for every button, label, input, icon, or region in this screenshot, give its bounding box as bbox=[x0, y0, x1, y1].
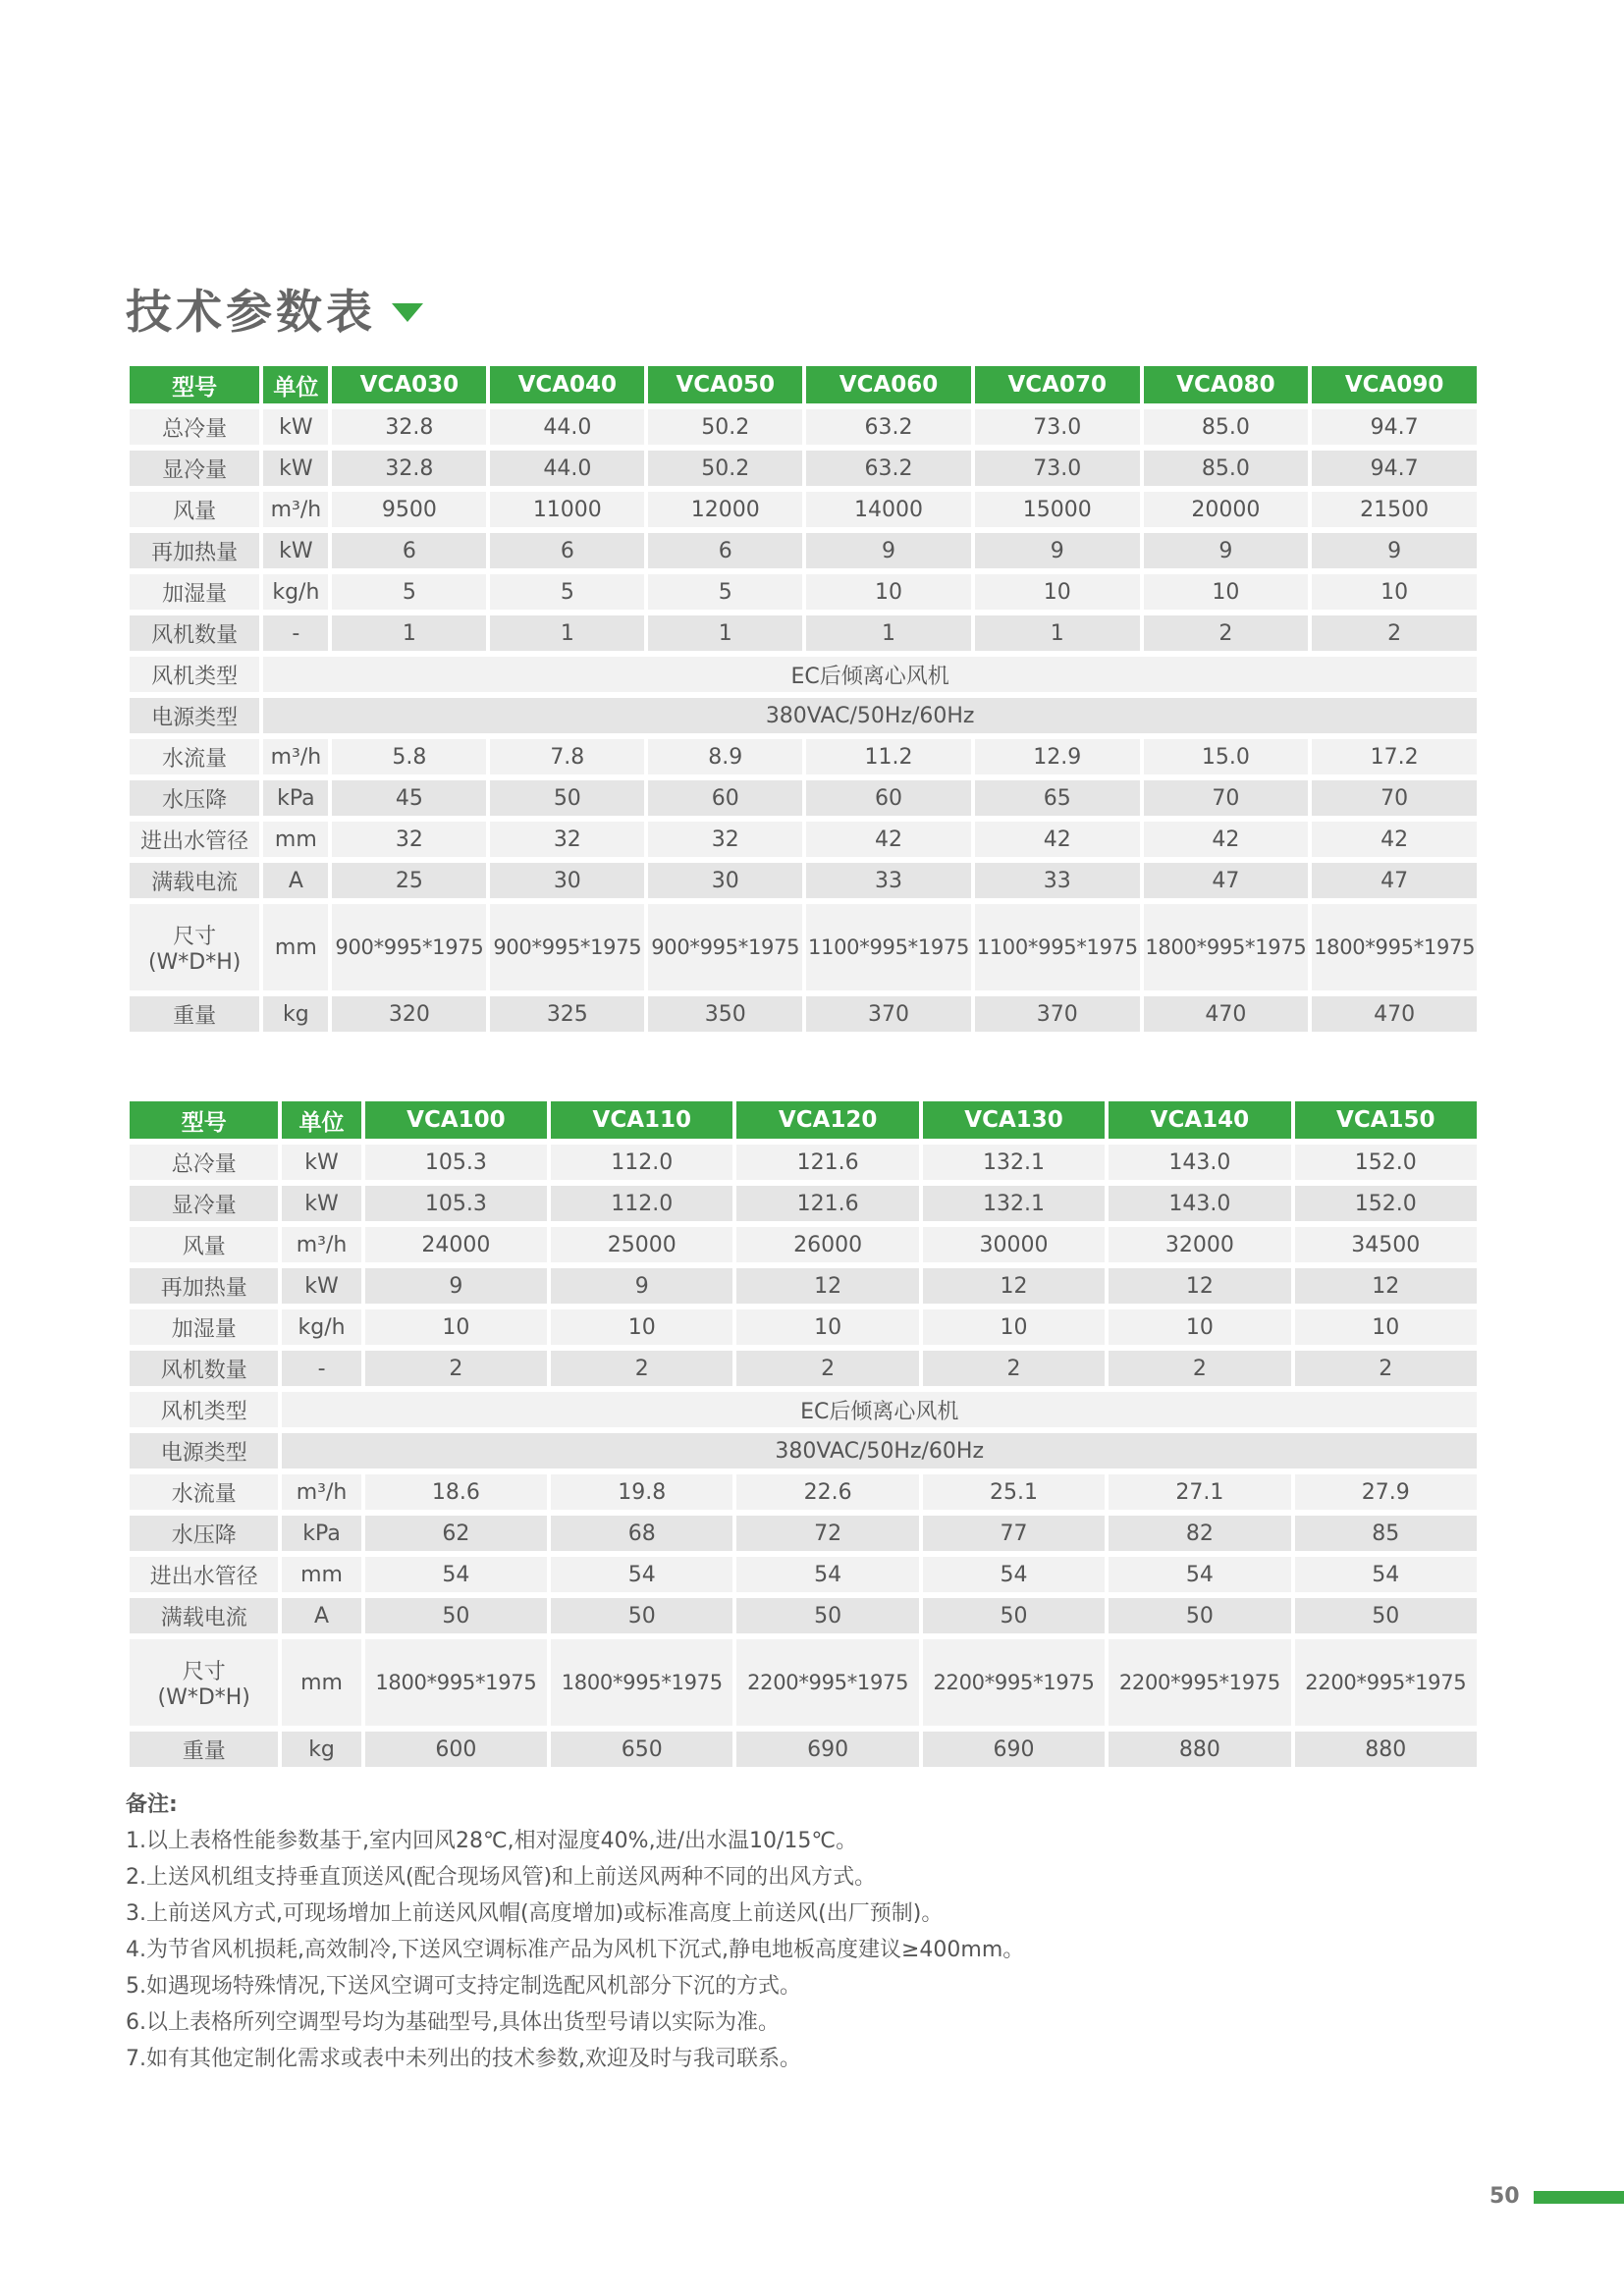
table-row bbox=[130, 451, 1477, 486]
value-cell: 1 bbox=[490, 615, 644, 651]
value-cell: 1100*995*1975 bbox=[806, 904, 971, 990]
value-cell: 7.8 bbox=[490, 739, 644, 774]
header-cell: 型号 bbox=[130, 1101, 278, 1139]
table-row bbox=[130, 1639, 1477, 1726]
value-cell: 50 bbox=[551, 1598, 732, 1633]
row-label-line2: (W*D*H) bbox=[157, 1685, 250, 1710]
triangle-down-icon bbox=[392, 303, 423, 322]
model-header-cell: VCA150 bbox=[1295, 1101, 1477, 1139]
value-cell: 9 bbox=[551, 1268, 732, 1304]
value-cell: 9 bbox=[806, 533, 971, 568]
row-label: 进出水管径 bbox=[130, 822, 259, 857]
value-cell: 26000 bbox=[736, 1227, 918, 1262]
value-cell: 880 bbox=[1295, 1732, 1477, 1767]
value-cell: 880 bbox=[1109, 1732, 1290, 1767]
value-cell: 112.0 bbox=[551, 1145, 732, 1180]
value-cell: 50 bbox=[1109, 1598, 1290, 1633]
value-cell: 325 bbox=[490, 996, 644, 1032]
row-label: 加湿量 bbox=[130, 1309, 278, 1345]
value-cell: 54 bbox=[923, 1557, 1105, 1592]
value-cell: 9 bbox=[975, 533, 1140, 568]
value-cell: 50 bbox=[490, 780, 644, 816]
value-cell: 54 bbox=[1295, 1557, 1477, 1592]
value-cell: 25000 bbox=[551, 1227, 732, 1262]
unit-cell: mm bbox=[263, 904, 328, 990]
value-cell: 73.0 bbox=[975, 451, 1140, 486]
model-header-cell: VCA120 bbox=[736, 1101, 918, 1139]
value-cell: 32.8 bbox=[332, 451, 486, 486]
unit-cell: kPa bbox=[263, 780, 328, 816]
value-cell: 17.2 bbox=[1312, 739, 1477, 774]
value-cell: 63.2 bbox=[806, 451, 971, 486]
value-cell: 44.0 bbox=[490, 451, 644, 486]
row-label: 满载电流 bbox=[130, 1598, 278, 1633]
unit-cell: kW bbox=[263, 533, 328, 568]
value-cell: 10 bbox=[1312, 574, 1477, 610]
value-cell: 32 bbox=[332, 822, 486, 857]
value-cell: 105.3 bbox=[365, 1186, 547, 1221]
value-cell: 2 bbox=[923, 1351, 1105, 1386]
merged-value-cell: EC后倾离心风机 bbox=[282, 1392, 1477, 1427]
value-cell: 143.0 bbox=[1109, 1145, 1290, 1180]
value-cell: 900*995*1975 bbox=[648, 904, 802, 990]
model-header-cell: VCA040 bbox=[490, 366, 644, 403]
row-label: 水压降 bbox=[130, 780, 259, 816]
value-cell: 112.0 bbox=[551, 1186, 732, 1221]
value-cell: 10 bbox=[806, 574, 971, 610]
unit-cell: kW bbox=[282, 1145, 360, 1180]
value-cell: 2 bbox=[365, 1351, 547, 1386]
value-cell: 54 bbox=[551, 1557, 732, 1592]
value-cell: 2200*995*1975 bbox=[1295, 1639, 1477, 1726]
value-cell: 85 bbox=[1295, 1516, 1477, 1551]
row-label: 满载电流 bbox=[130, 863, 259, 898]
row-label: 风机类型 bbox=[130, 1392, 278, 1427]
row-label: 加湿量 bbox=[130, 574, 259, 610]
value-cell: 132.1 bbox=[923, 1145, 1105, 1180]
row-label bbox=[130, 904, 259, 990]
value-cell: 50.2 bbox=[648, 409, 802, 445]
value-cell: 32 bbox=[648, 822, 802, 857]
value-cell: 50 bbox=[365, 1598, 547, 1633]
row-label: 显冷量 bbox=[130, 451, 259, 486]
value-cell: 18.6 bbox=[365, 1474, 547, 1510]
table-row bbox=[130, 1433, 1477, 1468]
row-label: 重量 bbox=[130, 1732, 278, 1767]
page-title-text: 技术参数表 bbox=[126, 285, 376, 340]
value-cell: 27.9 bbox=[1295, 1474, 1477, 1510]
value-cell: 27.1 bbox=[1109, 1474, 1290, 1510]
value-cell: 1800*995*1975 bbox=[551, 1639, 732, 1726]
table-row bbox=[130, 739, 1477, 774]
value-cell: 63.2 bbox=[806, 409, 971, 445]
value-cell: 900*995*1975 bbox=[332, 904, 486, 990]
unit-cell: kW bbox=[263, 451, 328, 486]
value-cell: 10 bbox=[365, 1309, 547, 1345]
header-cell: 单位 bbox=[263, 366, 328, 403]
unit-cell: kg bbox=[282, 1732, 360, 1767]
value-cell: 72 bbox=[736, 1516, 918, 1551]
value-cell: 68 bbox=[551, 1516, 732, 1551]
value-cell: 690 bbox=[923, 1732, 1105, 1767]
unit-cell: kg/h bbox=[263, 574, 328, 610]
value-cell: 121.6 bbox=[736, 1145, 918, 1180]
value-cell: 10 bbox=[1109, 1309, 1290, 1345]
row-label bbox=[130, 1639, 278, 1726]
value-cell: 15.0 bbox=[1144, 739, 1309, 774]
notes-item: 5.如遇现场特殊情况,下送风空调可支持定制选配风机部分下沉的方式。 bbox=[126, 1974, 801, 1999]
value-cell: 8.9 bbox=[648, 739, 802, 774]
value-cell: 65 bbox=[975, 780, 1140, 816]
value-cell: 2200*995*1975 bbox=[736, 1639, 918, 1726]
value-cell: 19.8 bbox=[551, 1474, 732, 1510]
model-header-cell: VCA090 bbox=[1312, 366, 1477, 403]
table-row bbox=[130, 996, 1477, 1032]
row-label: 水流量 bbox=[130, 1474, 278, 1510]
value-cell: 54 bbox=[1109, 1557, 1290, 1592]
value-cell: 5 bbox=[490, 574, 644, 610]
value-cell: 85.0 bbox=[1144, 409, 1309, 445]
table-row bbox=[130, 698, 1477, 733]
table-row bbox=[130, 904, 1477, 990]
value-cell: 9500 bbox=[332, 492, 486, 527]
value-cell: 22.6 bbox=[736, 1474, 918, 1510]
table-row bbox=[130, 615, 1477, 651]
unit-cell: A bbox=[263, 863, 328, 898]
notes-item: 6.以上表格所列空调型号均为基础型号,具体出货型号请以实际为准。 bbox=[126, 2010, 780, 2035]
table-row bbox=[130, 1516, 1477, 1551]
model-header-cell: VCA070 bbox=[975, 366, 1140, 403]
table-row bbox=[130, 409, 1477, 445]
unit-cell: A bbox=[282, 1598, 360, 1633]
value-cell: 1800*995*1975 bbox=[1312, 904, 1477, 990]
notes-heading: 备注: bbox=[126, 1792, 178, 1817]
row-label: 显冷量 bbox=[130, 1186, 278, 1221]
table-row bbox=[130, 1309, 1477, 1345]
row-label: 总冷量 bbox=[130, 409, 259, 445]
value-cell: 10 bbox=[551, 1309, 732, 1345]
value-cell: 82 bbox=[1109, 1516, 1290, 1551]
value-cell: 9 bbox=[365, 1268, 547, 1304]
unit-cell: kg bbox=[263, 996, 328, 1032]
value-cell: 2 bbox=[1312, 615, 1477, 651]
value-cell: 62 bbox=[365, 1516, 547, 1551]
unit-cell: m³/h bbox=[263, 739, 328, 774]
value-cell: 94.7 bbox=[1312, 451, 1477, 486]
table-row bbox=[130, 1557, 1477, 1592]
value-cell: 9 bbox=[1312, 533, 1477, 568]
value-cell: 690 bbox=[736, 1732, 918, 1767]
unit-cell: m³/h bbox=[282, 1227, 360, 1262]
value-cell: 42 bbox=[1144, 822, 1309, 857]
value-cell: 10 bbox=[1295, 1309, 1477, 1345]
value-cell: 30 bbox=[648, 863, 802, 898]
model-header-cell: VCA080 bbox=[1144, 366, 1309, 403]
value-cell: 5 bbox=[332, 574, 486, 610]
merged-value-cell: EC后倾离心风机 bbox=[263, 657, 1477, 692]
value-cell: 42 bbox=[1312, 822, 1477, 857]
value-cell: 2200*995*1975 bbox=[923, 1639, 1105, 1726]
value-cell: 54 bbox=[736, 1557, 918, 1592]
value-cell: 370 bbox=[975, 996, 1140, 1032]
table-row bbox=[130, 1268, 1477, 1304]
model-header-cell: VCA030 bbox=[332, 366, 486, 403]
value-cell: 5 bbox=[648, 574, 802, 610]
value-cell: 50.2 bbox=[648, 451, 802, 486]
row-label: 风机类型 bbox=[130, 657, 259, 692]
header-cell: 型号 bbox=[130, 366, 259, 403]
unit-cell: kW bbox=[282, 1186, 360, 1221]
value-cell: 33 bbox=[975, 863, 1140, 898]
value-cell: 44.0 bbox=[490, 409, 644, 445]
value-cell: 14000 bbox=[806, 492, 971, 527]
value-cell: 6 bbox=[332, 533, 486, 568]
value-cell: 50 bbox=[736, 1598, 918, 1633]
value-cell: 25.1 bbox=[923, 1474, 1105, 1510]
value-cell: 470 bbox=[1312, 996, 1477, 1032]
header-cell: 单位 bbox=[282, 1101, 360, 1139]
value-cell: 1800*995*1975 bbox=[365, 1639, 547, 1726]
unit-cell: mm bbox=[263, 822, 328, 857]
row-label: 风量 bbox=[130, 492, 259, 527]
value-cell: 1100*995*1975 bbox=[975, 904, 1140, 990]
value-cell: 1 bbox=[332, 615, 486, 651]
value-cell: 12.9 bbox=[975, 739, 1140, 774]
value-cell: 2 bbox=[1144, 615, 1309, 651]
value-cell: 70 bbox=[1312, 780, 1477, 816]
row-label: 风机数量 bbox=[130, 1351, 278, 1386]
merged-value-cell: 380VAC/50Hz/60Hz bbox=[282, 1433, 1477, 1468]
value-cell: 32000 bbox=[1109, 1227, 1290, 1262]
table-row bbox=[130, 780, 1477, 816]
value-cell: 94.7 bbox=[1312, 409, 1477, 445]
value-cell: 143.0 bbox=[1109, 1186, 1290, 1221]
value-cell: 25 bbox=[332, 863, 486, 898]
row-label-line2: (W*D*H) bbox=[147, 950, 242, 975]
value-cell: 2200*995*1975 bbox=[1109, 1639, 1290, 1726]
value-cell: 105.3 bbox=[365, 1145, 547, 1180]
value-cell: 10 bbox=[736, 1309, 918, 1345]
unit-cell: mm bbox=[282, 1639, 360, 1726]
value-cell: 20000 bbox=[1144, 492, 1309, 527]
table-row bbox=[130, 1351, 1477, 1386]
row-label: 水流量 bbox=[130, 739, 259, 774]
value-cell: 11.2 bbox=[806, 739, 971, 774]
value-cell: 2 bbox=[551, 1351, 732, 1386]
value-cell: 5.8 bbox=[332, 739, 486, 774]
spec-table-1 bbox=[126, 360, 1481, 1038]
value-cell: 6 bbox=[648, 533, 802, 568]
unit-cell: - bbox=[263, 615, 328, 651]
value-cell: 900*995*1975 bbox=[490, 904, 644, 990]
merged-value-cell: 380VAC/50Hz/60Hz bbox=[263, 698, 1477, 733]
model-header-cell: VCA110 bbox=[551, 1101, 732, 1139]
page-number: 50 bbox=[1489, 2184, 1520, 2209]
value-cell: 1800*995*1975 bbox=[1144, 904, 1309, 990]
unit-cell: - bbox=[282, 1351, 360, 1386]
row-label: 风量 bbox=[130, 1227, 278, 1262]
unit-cell: mm bbox=[282, 1557, 360, 1592]
table-row bbox=[130, 822, 1477, 857]
value-cell: 152.0 bbox=[1295, 1145, 1477, 1180]
spec-table-2 bbox=[126, 1095, 1481, 1773]
value-cell: 600 bbox=[365, 1732, 547, 1767]
table-row bbox=[130, 1732, 1477, 1767]
value-cell: 1 bbox=[806, 615, 971, 651]
row-label: 电源类型 bbox=[130, 698, 259, 733]
value-cell: 12 bbox=[736, 1268, 918, 1304]
value-cell: 60 bbox=[806, 780, 971, 816]
value-cell: 33 bbox=[806, 863, 971, 898]
value-cell: 21500 bbox=[1312, 492, 1477, 527]
page-accent-bar bbox=[1534, 2191, 1624, 2204]
value-cell: 6 bbox=[490, 533, 644, 568]
value-cell: 12 bbox=[1295, 1268, 1477, 1304]
value-cell: 32.8 bbox=[332, 409, 486, 445]
value-cell: 1 bbox=[975, 615, 1140, 651]
value-cell: 9 bbox=[1144, 533, 1309, 568]
value-cell: 54 bbox=[365, 1557, 547, 1592]
value-cell: 10 bbox=[975, 574, 1140, 610]
value-cell: 45 bbox=[332, 780, 486, 816]
value-cell: 2 bbox=[1295, 1351, 1477, 1386]
unit-cell: kW bbox=[263, 409, 328, 445]
notes-item: 7.如有其他定制化需求或表中未列出的技术参数,欢迎及时与我司联系。 bbox=[126, 2047, 801, 2071]
row-label: 总冷量 bbox=[130, 1145, 278, 1180]
notes-item: 2.上送风机组支持垂直顶送风(配合现场风管)和上前送风两种不同的出风方式。 bbox=[126, 1865, 877, 1890]
value-cell: 47 bbox=[1312, 863, 1477, 898]
notes-item: 4.为节省风机损耗,高效制冷,下送风空调标准产品为风机下沉式,静电地板高度建议≥400mm。 bbox=[126, 1938, 1025, 1962]
table-row bbox=[130, 1598, 1477, 1633]
value-cell: 34500 bbox=[1295, 1227, 1477, 1262]
value-cell: 2 bbox=[736, 1351, 918, 1386]
value-cell: 60 bbox=[648, 780, 802, 816]
notes-item: 3.上前送风方式,可现场增加上前送风风帽(高度增加)或标准高度上前送风(出厂预制)。 bbox=[126, 1901, 944, 1926]
model-header-cell: VCA130 bbox=[923, 1101, 1105, 1139]
table-row bbox=[130, 1227, 1477, 1262]
value-cell: 42 bbox=[975, 822, 1140, 857]
value-cell: 77 bbox=[923, 1516, 1105, 1551]
value-cell: 47 bbox=[1144, 863, 1309, 898]
table-row bbox=[130, 1186, 1477, 1221]
model-header-cell: VCA060 bbox=[806, 366, 971, 403]
value-cell: 50 bbox=[1295, 1598, 1477, 1633]
row-label: 进出水管径 bbox=[130, 1557, 278, 1592]
unit-cell: m³/h bbox=[263, 492, 328, 527]
value-cell: 350 bbox=[648, 996, 802, 1032]
model-header-cell: VCA100 bbox=[365, 1101, 547, 1139]
table-header-row bbox=[130, 1101, 1477, 1139]
value-cell: 12000 bbox=[648, 492, 802, 527]
row-label-line1: 尺寸 bbox=[182, 1660, 226, 1684]
value-cell: 132.1 bbox=[923, 1186, 1105, 1221]
unit-cell: kPa bbox=[282, 1516, 360, 1551]
row-label: 重量 bbox=[130, 996, 259, 1032]
table-row bbox=[130, 533, 1477, 568]
table-row bbox=[130, 574, 1477, 610]
value-cell: 1 bbox=[648, 615, 802, 651]
value-cell: 370 bbox=[806, 996, 971, 1032]
value-cell: 85.0 bbox=[1144, 451, 1309, 486]
table-header-row bbox=[130, 366, 1477, 403]
unit-cell: m³/h bbox=[282, 1474, 360, 1510]
value-cell: 24000 bbox=[365, 1227, 547, 1262]
unit-cell: kg/h bbox=[282, 1309, 360, 1345]
notes-section bbox=[126, 1787, 1402, 2077]
value-cell: 70 bbox=[1144, 780, 1309, 816]
unit-cell: kW bbox=[282, 1268, 360, 1304]
value-cell: 12 bbox=[923, 1268, 1105, 1304]
page-title bbox=[126, 277, 423, 340]
value-cell: 152.0 bbox=[1295, 1186, 1477, 1221]
table-row bbox=[130, 657, 1477, 692]
row-label: 再加热量 bbox=[130, 533, 259, 568]
value-cell: 320 bbox=[332, 996, 486, 1032]
value-cell: 650 bbox=[551, 1732, 732, 1767]
value-cell: 42 bbox=[806, 822, 971, 857]
value-cell: 32 bbox=[490, 822, 644, 857]
value-cell: 30000 bbox=[923, 1227, 1105, 1262]
row-label-line1: 尺寸 bbox=[173, 925, 217, 949]
value-cell: 470 bbox=[1144, 996, 1309, 1032]
model-header-cell: VCA140 bbox=[1109, 1101, 1290, 1139]
table-row bbox=[130, 1392, 1477, 1427]
model-header-cell: VCA050 bbox=[648, 366, 802, 403]
value-cell: 11000 bbox=[490, 492, 644, 527]
value-cell: 30 bbox=[490, 863, 644, 898]
row-label: 电源类型 bbox=[130, 1433, 278, 1468]
notes-item: 1.以上表格性能参数基于,室内回风28℃,相对湿度40%,进/出水温10/15℃。 bbox=[126, 1829, 858, 1853]
value-cell: 121.6 bbox=[736, 1186, 918, 1221]
value-cell: 12 bbox=[1109, 1268, 1290, 1304]
value-cell: 73.0 bbox=[975, 409, 1140, 445]
row-label: 风机数量 bbox=[130, 615, 259, 651]
table-row bbox=[130, 1145, 1477, 1180]
value-cell: 10 bbox=[1144, 574, 1309, 610]
row-label: 水压降 bbox=[130, 1516, 278, 1551]
row-label: 再加热量 bbox=[130, 1268, 278, 1304]
value-cell: 2 bbox=[1109, 1351, 1290, 1386]
value-cell: 10 bbox=[923, 1309, 1105, 1345]
value-cell: 15000 bbox=[975, 492, 1140, 527]
table-row bbox=[130, 863, 1477, 898]
table-row bbox=[130, 492, 1477, 527]
table-row bbox=[130, 1474, 1477, 1510]
value-cell: 50 bbox=[923, 1598, 1105, 1633]
